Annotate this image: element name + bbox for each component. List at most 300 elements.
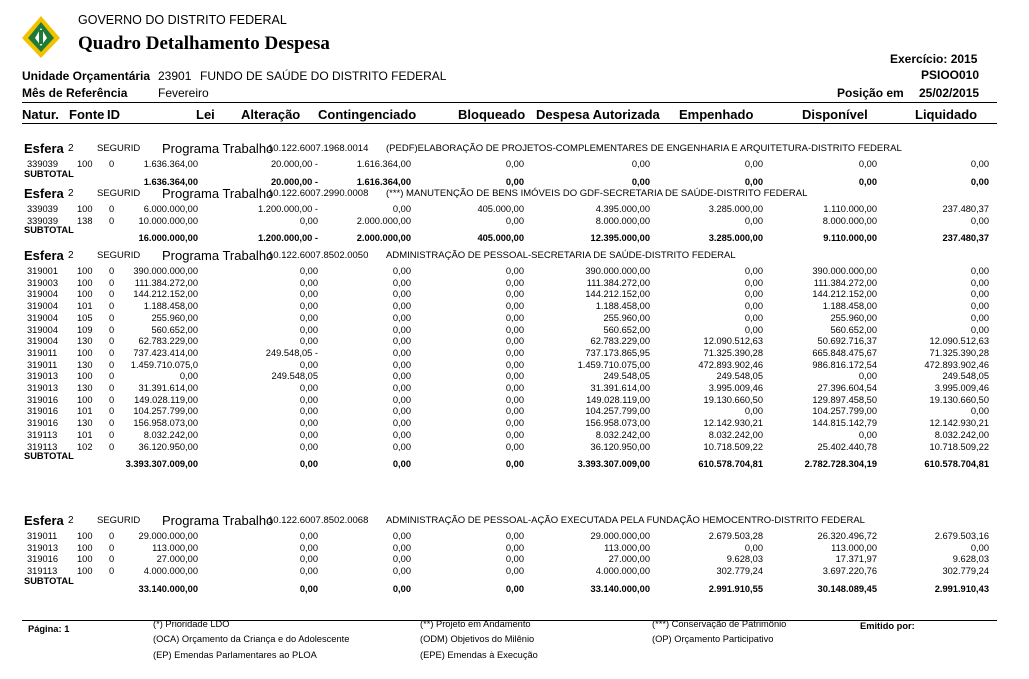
table-cell: 0,00 — [744, 289, 763, 300]
table-cell: 71.325.390,28 — [703, 347, 763, 358]
table-cell: 3.995.009,46 — [934, 383, 989, 393]
subtotal-label: SUBTOTAL — [24, 451, 74, 462]
table-cell: 0,00 — [744, 301, 763, 312]
table-cell: 0,00 — [505, 215, 524, 226]
table-cell: 0,00 — [505, 359, 524, 370]
table-cell: 0,00 — [858, 371, 877, 382]
table-cell: 31.391.614,00 — [590, 383, 650, 393]
table-cell: 319016 — [27, 418, 59, 429]
table-cell: 4.000.000,00 — [143, 566, 198, 577]
table-cell: 20.000,00 - — [270, 159, 318, 169]
table-cell: 0,00 — [505, 336, 524, 347]
table-cell: 100 — [77, 566, 93, 577]
col-disponivel: Disponível — [802, 107, 868, 122]
subtotal-cell: 3.285.000,00 — [708, 233, 763, 244]
table-cell: 0 — [109, 266, 115, 276]
table-cell: 0,00 — [392, 277, 411, 288]
mes-value: Fevereiro — [158, 86, 209, 100]
table-cell: 0,00 — [744, 542, 763, 553]
table-cell: 3.995.009,46 — [708, 383, 763, 393]
table-cell: 0,00 — [744, 406, 763, 417]
table-cell: 0,00 — [505, 566, 524, 577]
legend-item: (***) Conservação de Patrimônio — [652, 619, 787, 629]
table-cell: 472.893.902,46 — [698, 359, 763, 370]
table-cell: 0,00 — [299, 406, 318, 417]
table-cell: 29.000.000,00 — [138, 531, 198, 541]
table-cell: 100 — [77, 554, 93, 565]
table-cell: 0,00 — [970, 215, 989, 226]
subtotal-row — [0, 225, 1029, 244]
table-cell: 12.142.930,21 — [703, 418, 763, 429]
table-cell: 319016 — [27, 394, 59, 405]
mes-label: Mês de Referência — [22, 86, 128, 100]
table-cell: 8.032.242,00 — [934, 429, 989, 440]
col-id: ID — [107, 107, 120, 122]
subtotal-cell: 2.000.000,00 — [356, 233, 411, 244]
table-cell: 319004 — [27, 301, 59, 312]
table-cell: 130 — [77, 359, 93, 370]
posicao-label: Posição em — [837, 86, 904, 100]
table-cell: 0,00 — [970, 301, 989, 312]
subtotal-cell: 0,00 — [505, 459, 524, 470]
table-cell: 2.679.503,28 — [708, 531, 763, 541]
table-cell: 339039 — [27, 204, 59, 214]
subtotal-cell: 0,00 — [505, 583, 524, 594]
unidade-label: Unidade Orçamentária — [22, 69, 151, 83]
header-divider-top — [22, 102, 997, 103]
table-cell: 2.679.503,16 — [934, 531, 989, 541]
table-cell: 0,00 — [970, 324, 989, 335]
table-cell: 0,00 — [970, 266, 989, 276]
table-cell: 405.000,00 — [477, 204, 524, 214]
table-cell: 113.000,00 — [604, 542, 650, 553]
esfera-value: 2 — [68, 250, 74, 261]
table-cell: 0,00 — [505, 266, 524, 276]
table-cell: 0 — [109, 159, 115, 169]
table-cell: 0 — [109, 441, 115, 452]
subtotal-cell: 405.000,00 — [477, 233, 524, 244]
table-cell: 339039 — [27, 215, 59, 226]
table-cell: 339039 — [27, 159, 59, 169]
table-row — [0, 301, 1029, 313]
subtotal-cell: 20.000,00 - — [270, 176, 318, 187]
table-cell: 100 — [77, 266, 93, 276]
table-cell: 0,00 — [299, 359, 318, 370]
table-cell: 0,00 — [744, 277, 763, 288]
col-contingenciado: Contingenciado — [318, 107, 417, 122]
table-cell: 0,00 — [505, 159, 524, 169]
table-row — [0, 554, 1029, 566]
table-row — [0, 531, 1029, 543]
col-lei: Lei — [196, 107, 215, 122]
table-cell: 104.257.799,00 — [133, 406, 198, 417]
table-cell: 249.548,05 — [942, 371, 989, 382]
table-cell: 0,00 — [505, 429, 524, 440]
table-cell: 0,00 — [505, 289, 524, 300]
government-name: GOVERNO DO DISTRITO FEDERAL — [78, 13, 287, 27]
table-cell: 156.958.073,00 — [585, 418, 650, 429]
table-cell: 390.000.000,00 — [812, 266, 877, 276]
programa-desc: ADMINISTRAÇÃO DE PESSOAL-SECRETARIA DE SAÚDE-DISTRITO FEDERAL — [386, 250, 736, 261]
subtotal-cell: 9.110.000,00 — [823, 233, 877, 244]
table-cell: 4.000.000,00 — [595, 566, 650, 577]
table-cell: 25.402.440,78 — [817, 441, 877, 452]
table-cell: 0,00 — [505, 277, 524, 288]
table-cell: 302.779,24 — [716, 566, 763, 577]
subtotal-cell: 237.480,37 — [942, 233, 989, 244]
subtotal-cell: 3.393.307.009,00 — [125, 459, 198, 470]
table-cell: 0,00 — [744, 312, 763, 323]
table-cell: 0,00 — [299, 301, 318, 312]
table-cell: 27.396.604,54 — [817, 383, 877, 393]
table-row — [0, 543, 1029, 555]
legend-item: (ODM) Objetivos do Milênio — [420, 634, 535, 644]
table-cell: 302.779,24 — [942, 566, 989, 577]
table-cell: 560.652,00 — [830, 324, 877, 335]
esfera-value: 2 — [68, 515, 74, 526]
table-cell: 319003 — [27, 277, 59, 288]
table-cell: 0,00 — [392, 359, 411, 370]
table-cell: 0 — [109, 542, 115, 553]
table-cell: 129.897.458,50 — [812, 394, 877, 405]
programa-label: Programa Trabalho — [162, 141, 274, 156]
table-cell: 1.188.458,00 — [822, 301, 877, 312]
table-cell: 26.320.496,72 — [817, 531, 877, 541]
table-cell: 100 — [77, 394, 93, 405]
table-row — [0, 360, 1029, 372]
table-cell: 0,00 — [299, 266, 318, 276]
table-cell: 101 — [77, 301, 93, 312]
table-cell: 0,00 — [970, 542, 989, 553]
table-cell: 0 — [109, 418, 115, 429]
subtotal-cell: 33.140.000,00 — [590, 583, 650, 594]
table-cell: 0,00 — [299, 277, 318, 288]
programa-label: Programa Trabalho — [162, 513, 274, 528]
legend-item: (OCA) Orçamento da Criança e do Adolescente — [153, 634, 350, 644]
table-cell: 0 — [109, 566, 115, 577]
table-cell: 319013 — [27, 383, 59, 393]
table-cell: 1.110.000,00 — [823, 204, 877, 214]
table-cell: 27.000,00 — [608, 554, 650, 565]
programa-desc: ADMINISTRAÇÃO DE PESSOAL-AÇÃO EXECUTADA PELA FUNDAÇÃO HEMOCENTRO-DISTRITO FEDERAL — [386, 515, 865, 526]
table-cell: 1.616.364,00 — [356, 159, 411, 169]
table-cell: 0,00 — [299, 312, 318, 323]
table-cell: 0 — [109, 371, 115, 382]
table-cell: 62.783.229,00 — [138, 336, 198, 347]
subtotal-cell: 0,00 — [392, 583, 411, 594]
table-cell: 0 — [109, 324, 115, 335]
subtotal-cell: 16.000.000,00 — [138, 233, 198, 244]
table-cell: 1.459.710.075,0 — [130, 359, 198, 370]
table-cell: 560.652,00 — [603, 324, 650, 335]
unidade-name: FUNDO DE SAÚDE DO DISTRITO FEDERAL — [200, 69, 447, 83]
subtotal-cell: 0,00 — [970, 176, 989, 187]
table-cell: 0,00 — [970, 406, 989, 417]
table-cell: 255.960,00 — [603, 312, 650, 323]
col-empenhado: Empenhado — [679, 107, 754, 122]
table-cell: 0,00 — [392, 266, 411, 276]
table-cell: 0,00 — [392, 204, 411, 214]
table-cell: 8.000.000,00 — [822, 215, 877, 226]
table-cell: 249.548,05 — [271, 371, 318, 382]
table-cell: 113.000,00 — [152, 542, 198, 553]
table-cell: 31.391.614,00 — [138, 383, 198, 393]
page-value: 1 — [64, 624, 70, 634]
table-cell: 10.000.000,00 — [138, 215, 198, 226]
table-cell: 0,00 — [299, 289, 318, 300]
table-cell: 0 — [109, 289, 115, 300]
table-cell: 100 — [77, 159, 93, 169]
programa-code: 10.122.6007.1968.0014 — [268, 143, 369, 154]
table-cell: 0 — [109, 312, 115, 323]
subtotal-label: SUBTOTAL — [24, 168, 74, 179]
table-cell: 0,00 — [392, 531, 411, 541]
table-cell: 0,00 — [392, 336, 411, 347]
table-cell: 4.395.000,00 — [595, 204, 650, 214]
table-cell: 100 — [77, 289, 93, 300]
table-cell: 0,00 — [392, 542, 411, 553]
table-cell: 0 — [109, 277, 115, 288]
table-cell: 149.028.119,00 — [134, 394, 198, 405]
col-fonte: Fonte — [69, 107, 105, 122]
table-cell: 0,00 — [505, 418, 524, 429]
table-cell: 560.652,00 — [151, 324, 198, 335]
subtotal-cell: 0,00 — [299, 459, 318, 470]
table-cell: 8.032.242,00 — [595, 429, 650, 440]
table-cell: 1.188.458,00 — [143, 301, 198, 312]
table-cell: 0 — [109, 554, 115, 565]
table-cell: 0,00 — [299, 324, 318, 335]
programa-code: 10.122.6007.8502.0068 — [268, 515, 369, 526]
table-cell: 0,00 — [299, 531, 318, 541]
programa-label: Programa Trabalho — [162, 248, 274, 263]
table-cell: 0,00 — [505, 531, 524, 541]
subtotal-cell: 1.616.364,00 — [356, 176, 411, 187]
subtotal-row — [0, 168, 1029, 187]
segmento: SEGURID — [97, 143, 141, 154]
table-cell: 319004 — [27, 324, 59, 335]
page-number — [28, 624, 69, 634]
table-cell: 319113 — [27, 429, 58, 440]
table-cell: 138 — [77, 215, 93, 226]
table-row — [0, 348, 1029, 360]
table-cell: 1.200.000,00 - — [258, 204, 318, 214]
subtotal-cell: 2.991.910,43 — [934, 583, 989, 594]
table-cell: 36.120.950,00 — [590, 441, 650, 452]
table-cell: 319004 — [27, 289, 59, 300]
table-cell: 319011 — [27, 359, 58, 370]
emitido-por: Emitido por: — [860, 621, 915, 631]
table-cell: 319016 — [27, 554, 59, 565]
table-cell: 0 — [109, 347, 115, 358]
table-cell: 237.480,37 — [942, 204, 989, 214]
table-cell: 0,00 — [299, 554, 318, 565]
table-cell: 0,00 — [505, 324, 524, 335]
table-cell: 255.960,00 — [830, 312, 877, 323]
table-cell: 0,00 — [970, 289, 989, 300]
legend-item: (EPE) Emendas à Execução — [420, 650, 538, 660]
table-row — [0, 266, 1029, 278]
table-cell: 0,00 — [392, 347, 411, 358]
subtotal-label: SUBTOTAL — [24, 225, 74, 236]
subtotal-cell: 0,00 — [505, 176, 524, 187]
table-cell: 0,00 — [505, 554, 524, 565]
table-cell: 101 — [77, 406, 93, 417]
table-cell: 130 — [77, 418, 93, 429]
table-cell: 319113 — [27, 441, 58, 452]
table-cell: 113.000,00 — [831, 542, 877, 553]
table-cell: 0 — [109, 531, 115, 541]
esfera-label: Esfera — [24, 141, 64, 156]
esfera-label: Esfera — [24, 186, 64, 201]
exercicio: Exercício: 2015 — [890, 52, 978, 66]
table-cell: 8.032.242,00 — [143, 429, 198, 440]
table-cell: 737.423.414,00 — [133, 347, 198, 358]
col-liquidado: Liquidado — [915, 107, 978, 122]
gdf-logo — [22, 16, 60, 58]
table-cell: 19.130.660,50 — [703, 394, 763, 405]
table-cell: 319004 — [27, 336, 59, 347]
subtotal-cell: 0,00 — [744, 176, 763, 187]
table-cell: 0,00 — [505, 301, 524, 312]
table-cell: 0,00 — [299, 542, 318, 553]
table-cell: 0,00 — [505, 406, 524, 417]
table-cell: 36.120.950,00 — [138, 441, 198, 452]
subtotal-row — [0, 575, 1029, 594]
esfera-value: 2 — [68, 188, 74, 199]
table-cell: 0,00 — [970, 312, 989, 323]
col-despesa-autorizada: Despesa Autorizada — [536, 107, 660, 122]
table-cell: 111.384.272,00 — [813, 277, 877, 288]
esfera-label: Esfera — [24, 513, 64, 528]
table-cell: 319001 — [27, 266, 59, 276]
table-cell: 29.000.000,00 — [590, 531, 650, 541]
table-cell: 0,00 — [299, 429, 318, 440]
table-cell: 101 — [77, 429, 93, 440]
table-cell: 255.960,00 — [151, 312, 198, 323]
table-cell: 0,00 — [505, 394, 524, 405]
table-cell: 1.459.710.075,00 — [577, 359, 650, 370]
table-cell: 100 — [77, 531, 93, 541]
table-cell: 319011 — [27, 531, 58, 541]
table-cell: 3.285.000,00 — [708, 204, 763, 214]
table-cell: 319013 — [27, 542, 59, 553]
table-cell: 0,00 — [299, 383, 318, 393]
programa-code: 10.122.6007.2990.0008 — [268, 188, 369, 199]
table-cell: 0 — [109, 204, 115, 214]
subtotal-cell: 33.140.000,00 — [138, 583, 198, 594]
table-cell: 0,00 — [392, 566, 411, 577]
table-cell: 0,00 — [392, 418, 411, 429]
subtotal-label: SUBTOTAL — [24, 575, 74, 586]
table-cell: 0,00 — [392, 429, 411, 440]
table-cell: 0,00 — [179, 371, 198, 382]
table-cell: 144.212.152,00 — [812, 289, 877, 300]
programa-label: Programa Trabalho — [162, 186, 274, 201]
table-row — [0, 336, 1029, 348]
table-cell: 111.384.272,00 — [134, 277, 198, 288]
table-cell: 100 — [77, 277, 93, 288]
page-label: Página: — [28, 624, 62, 634]
legend-item: (*) Prioridade LDO — [153, 619, 230, 629]
table-cell: 0,00 — [505, 371, 524, 382]
subtotal-cell: 1.636.364,00 — [143, 176, 198, 187]
table-cell: 986.816.172,54 — [812, 359, 877, 370]
table-cell: 0 — [109, 359, 115, 370]
legend-item: (EP) Emendas Parlamentares ao PLOA — [153, 650, 317, 660]
table-row — [0, 278, 1029, 290]
subtotal-cell: 1.200.000,00 - — [258, 233, 318, 244]
table-cell: 104.257.799,00 — [585, 406, 650, 417]
subtotal-cell: 2.991.910,55 — [708, 583, 763, 594]
programa-desc: (***) MANUTENÇÃO DE BENS IMÓVEIS DO GDF-SECRETARIA DE SAÚDE-DISTRITO FEDERAL — [386, 188, 808, 199]
table-cell: 0,00 — [858, 159, 877, 169]
posicao-value: 25/02/2015 — [919, 86, 980, 100]
table-cell: 130 — [77, 336, 93, 347]
table-cell: 319011 — [27, 347, 58, 358]
table-cell: 737.173.865,95 — [585, 347, 650, 358]
header-divider-bottom — [22, 123, 997, 124]
table-cell: 0,00 — [392, 324, 411, 335]
subtotal-cell: 12.395.000,00 — [590, 233, 650, 244]
table-cell: 100 — [77, 371, 93, 382]
esfera-label: Esfera — [24, 248, 64, 263]
table-cell: 1.188.458,00 — [595, 301, 650, 312]
subtotal-row — [0, 451, 1029, 470]
table-cell: 71.325.390,28 — [929, 347, 989, 358]
table-cell: 105 — [77, 312, 93, 323]
table-cell: 10.718.509,22 — [703, 441, 763, 452]
segmento: SEGURID — [97, 188, 141, 199]
table-cell: 149.028.119,00 — [586, 394, 650, 405]
table-cell: 0,00 — [970, 277, 989, 288]
table-cell: 27.000,00 — [156, 554, 198, 565]
report-code: PSIOO010 — [921, 68, 980, 82]
table-cell: 0,00 — [392, 312, 411, 323]
table-cell: 8.032.242,00 — [708, 429, 763, 440]
table-cell: 10.718.509,22 — [929, 441, 989, 452]
esfera-value: 2 — [68, 143, 74, 154]
table-cell: 0,00 — [392, 406, 411, 417]
table-cell: 109 — [77, 324, 93, 335]
table-cell: 144.212.152,00 — [133, 289, 198, 300]
subtotal-cell: 2.782.728.304,19 — [804, 459, 877, 470]
table-cell: 0 — [109, 383, 115, 393]
table-cell: 0,00 — [505, 542, 524, 553]
table-cell: 0,00 — [299, 394, 318, 405]
table-cell: 0,00 — [744, 266, 763, 276]
table-cell: 0,00 — [744, 324, 763, 335]
subtotal-cell: 30.148.089,45 — [817, 583, 877, 594]
table-cell: 0,00 — [299, 566, 318, 577]
table-cell: 104.257.799,00 — [812, 406, 877, 417]
table-cell: 0,00 — [744, 159, 763, 169]
table-cell: 249.548,05 - — [265, 347, 318, 358]
table-cell: 249.548,05 — [603, 371, 650, 382]
table-cell: 0,00 — [299, 215, 318, 226]
table-cell: 12.090.512,63 — [929, 336, 989, 347]
subtotal-cell: 0,00 — [858, 176, 877, 187]
table-cell: 0 — [109, 406, 115, 417]
table-cell: 319004 — [27, 312, 59, 323]
subtotal-cell: 3.393.307.009,00 — [577, 459, 650, 470]
table-row — [0, 313, 1029, 325]
table-cell: 0 — [109, 215, 115, 226]
table-row — [0, 371, 1029, 383]
table-cell: 8.000.000,00 — [595, 215, 650, 226]
table-cell: 6.000.000,00 — [143, 204, 198, 214]
table-cell: 12.142.930,21 — [929, 418, 989, 429]
